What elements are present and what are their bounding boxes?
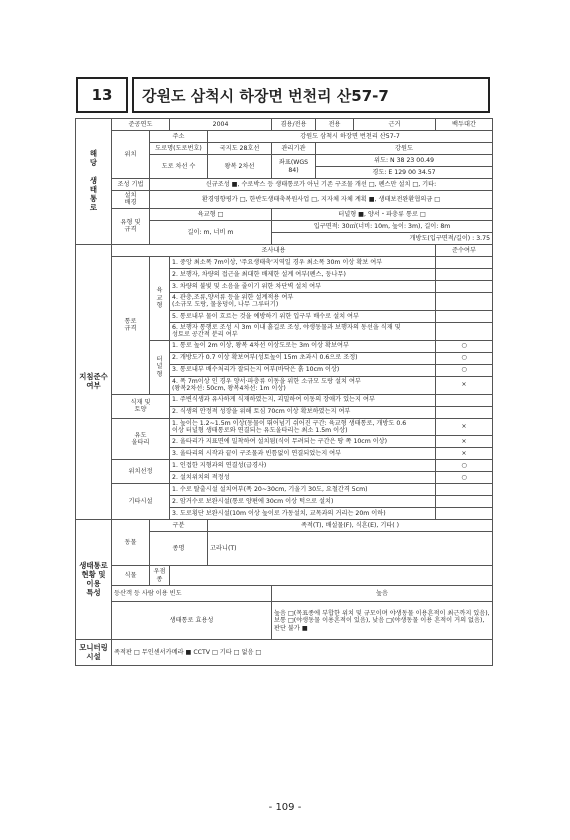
human-use-value: 높음 xyxy=(272,586,493,602)
guideline-item: 1. 중앙 최소폭 7m이상, '주요생태축'지역일 경우 최소폭 30m 이상 확보 여부 xyxy=(170,256,436,268)
use-value: 전용 xyxy=(316,119,354,131)
longitude-value: 경도: E 129 00 34.57 xyxy=(316,167,493,179)
page-number: - 109 - xyxy=(268,802,302,813)
dominant-label: 우점종 xyxy=(150,566,170,586)
guideline-group-label: 식재 및 토양 xyxy=(112,394,170,418)
guideline-item: 5. 통로내부 물이 흐르는 것을 예방하기 위한 입구부 배수로 설치 여부 xyxy=(170,310,436,322)
guideline-group-label: 위치선정 xyxy=(112,460,170,484)
compliance-mark: ○ xyxy=(436,340,493,352)
guideline-group-label: 기타시설 xyxy=(112,484,170,520)
section1-label: 해 당 생 태 통 로 xyxy=(76,119,112,245)
effectiveness-line: 판단 불가 ■ xyxy=(274,624,308,632)
guideline-group-label: 유도 울타리 xyxy=(112,418,170,460)
latitude-value: 위도: N 38 23 00.49 xyxy=(316,155,493,167)
kind-value: 족적(T), 배설물(F), 식흔(E), 기타( ) xyxy=(208,520,493,532)
guideline-item: 3. 통로내부 배수처리가 잘되는지 여부(바닥은 흙 10cm 이상) xyxy=(170,364,436,376)
section2-label: 지침준수여부 xyxy=(76,244,112,520)
compliance-mark xyxy=(436,268,493,280)
survey-table xyxy=(75,118,493,666)
compliance-mark xyxy=(436,496,493,508)
compliance-mark: ○ xyxy=(436,352,493,364)
guideline-subtype-label: 터 널 형 xyxy=(150,340,170,394)
compliance-mark xyxy=(436,310,493,322)
compliance-mark xyxy=(436,256,493,268)
human-use-label: 등산객 등 사람 이용 빈도 xyxy=(112,586,272,602)
compliance-mark xyxy=(436,508,493,520)
guideline-item: 2. 암거수로 보완시설(통로 양편에 30cm 이상 턱으로 설치) xyxy=(170,496,436,508)
guideline-item: 3. 차량의 불빛 및 소음을 줄이기 위한 차단벽 설치 여부 xyxy=(170,280,436,292)
guideline-item: 2. 개방도가 0.7 이상 확보여부(성토높이 15m 초과시 0.6으로 조정) xyxy=(170,352,436,364)
agency-label: 관리기관 xyxy=(272,143,316,155)
kind-label: 구분 xyxy=(150,520,208,532)
guideline-group-label: 통로 규격 xyxy=(112,256,150,394)
address-label: 주소 xyxy=(150,131,208,143)
compliance-mark: ○ xyxy=(436,460,493,472)
compliance-mark xyxy=(436,484,493,496)
method-value: 신규조성 ■, 수로박스 등 생태통로가 아닌 기존 구조물 개선 □, 펜스만 설치 □, 기타: xyxy=(150,179,493,191)
lanes-label: 도로 차선 수 xyxy=(150,155,208,179)
guideline-item: 4. 폭 7m이상 인 경우 양서·파충류 이동을 위한 소규모 도랑 설치 여부 (왕복2차선: 50cm, 왕복4차선: 1m 이상) xyxy=(170,376,436,394)
use-label: 겸용/전용 xyxy=(272,119,316,131)
guideline-item: 3. 울타리의 시작과 끝이 구조물과 빈틈없이 연결되었는지 여부 xyxy=(170,448,436,460)
tunnel-type: 터널형 ■, 양서・파충류 통로 □ xyxy=(272,208,493,220)
effectiveness-line: 보통 □(야생동물 이용흔적이 있음), 낮음 □(야생동물 이용 흔적이 거의 없음), xyxy=(274,617,485,625)
compliance-mark: ○ xyxy=(436,472,493,484)
site-number: 13 xyxy=(76,77,128,113)
road-value: 국지도 28호선 xyxy=(208,143,272,155)
guideline-item: 1. 수로 탈출시설 설치여부(폭 20~30cm, 기울기 30도, 요철간격 5cm) xyxy=(170,484,436,496)
guideline-item: 6. 보행자 통행로 조성 시 3m 이내 흙길로 조성, 야생동물과 보행자의 동선을 식재 및 성토로 공간적 분리 여부 xyxy=(170,322,436,340)
guideline-item: 2. 보행자, 차량의 접근을 최대한 배제한 설계 여부(펜스, 둥나무) xyxy=(170,268,436,280)
background-value: 환경영향평가 □, 한반도생태축복원사업 □, 지자체 자체 계획 ■, 생태보전완환협의금 □ xyxy=(150,191,493,209)
content-header: 조사내용 xyxy=(112,244,436,256)
site-title: 강원도 삼척시 하장면 번천리 산57-7 xyxy=(132,77,490,113)
monitoring-value: 족적판 □ 무인센서카메라 ■ CCTV □ 기타 □ 없음 □ xyxy=(112,640,493,666)
overpass-type: 육교형 □ xyxy=(150,208,272,220)
guideline-item: 3. 도로횡단 보완시설(10m 이상 높이로 가동설치, 교목과의 거리는 20m 이하) xyxy=(170,508,436,520)
guideline-item: 4. 관충,조류,양서류 등을 위한 설계적용 여부 (소규모 도랑, 물웅덩이, 나무 그루터기) xyxy=(170,292,436,310)
scale-label: 유형 및 규격 xyxy=(112,208,150,244)
compliance-mark xyxy=(436,394,493,406)
compliance-mark: × xyxy=(436,418,493,436)
guideline-item: 2. 설치위치의 적정성 xyxy=(170,472,436,484)
dominant-value xyxy=(170,566,493,586)
lanes-value: 왕복 2차선 xyxy=(208,155,272,179)
compliance-mark xyxy=(436,292,493,310)
tunnel-ratio: 개방도(입구면적/길이) : 3.75 xyxy=(272,232,493,244)
agency-value: 강원도 xyxy=(316,143,493,155)
animal-label: 동물 xyxy=(112,520,150,566)
species-label: 종명 xyxy=(150,532,208,566)
compliance-mark xyxy=(436,322,493,340)
coord-label: 좌표(WGS 84) xyxy=(272,155,316,179)
compliance-mark: × xyxy=(436,376,493,394)
compliance-mark xyxy=(436,406,493,418)
effectiveness-value xyxy=(272,602,493,640)
compliance-header: 준수여부 xyxy=(436,244,493,256)
species-value: 고라니(T) xyxy=(208,532,493,566)
basis-label: 근거 xyxy=(354,119,436,131)
basis-value: 백두대간 xyxy=(436,119,493,131)
guideline-item: 1. 높이는 1.2~1.5m 이상(동물이 뛰어넘기 쉬어진 구간: 육교형 생태통로, 개방도 0.6 이상 터널형 생태통로와 연결되는 유도울타리는 최소 1.5m 이상) xyxy=(170,418,436,436)
compliance-mark xyxy=(436,280,493,292)
section4-label: 모니터링 시설 xyxy=(76,640,112,666)
document-header xyxy=(76,77,490,113)
guideline-item: 2. 울타리가 지표면에 밀착하여 설치됨(식이 무려되는 구간은 땅 쪽 10cm 이상) xyxy=(170,436,436,448)
compliance-mark: × xyxy=(436,436,493,448)
address-value: 강원도 삼척시 하장면 번천리 산57-7 xyxy=(208,131,493,143)
section3-label: 생태통로 현황 및 이용 특성 xyxy=(76,520,112,640)
year-value: 2004 xyxy=(170,119,272,131)
guideline-item: 2. 식생의 안정적 성장을 위해 토심 70cm 이상 확보하였는지 여부 xyxy=(170,406,436,418)
effectiveness-line: 높음 □(목표종에 부합한 위치 및 규모이며 야생동물 이용흔적이 최근까지 있음), xyxy=(274,609,490,617)
guideline-subtype-label: 육 교 형 xyxy=(150,256,170,340)
effectiveness-label: 생태통로 효용성 xyxy=(112,602,272,640)
tunnel-inlet: 입구면적: 30㎡(너비: 10m, 높이: 3m), 길이: 8m xyxy=(272,220,493,232)
compliance-mark: × xyxy=(436,448,493,460)
year-label: 준공연도 xyxy=(112,119,170,131)
guideline-item: 1. 주변식생과 유사하게 식재하였는지, 괴밀하여 이동의 장애가 있는지 여부 xyxy=(170,394,436,406)
compliance-mark: ○ xyxy=(436,364,493,376)
background-label: 설치 배경 xyxy=(112,191,150,209)
method-label: 조성 기법 xyxy=(112,179,150,191)
overpass-size: 길이: m, 너비 m xyxy=(150,220,272,244)
guideline-item: 1. 인접한 지형과의 연결성(급경사) xyxy=(170,460,436,472)
guideline-item: 1. 통로 높이 2m 이상, 왕복 4차선 이상도로는 3m 이상 확보여부 xyxy=(170,340,436,352)
location-label: 위치 xyxy=(112,131,150,179)
road-label: 도로명(도로번호) xyxy=(150,143,208,155)
plant-label: 식물 xyxy=(112,566,150,586)
